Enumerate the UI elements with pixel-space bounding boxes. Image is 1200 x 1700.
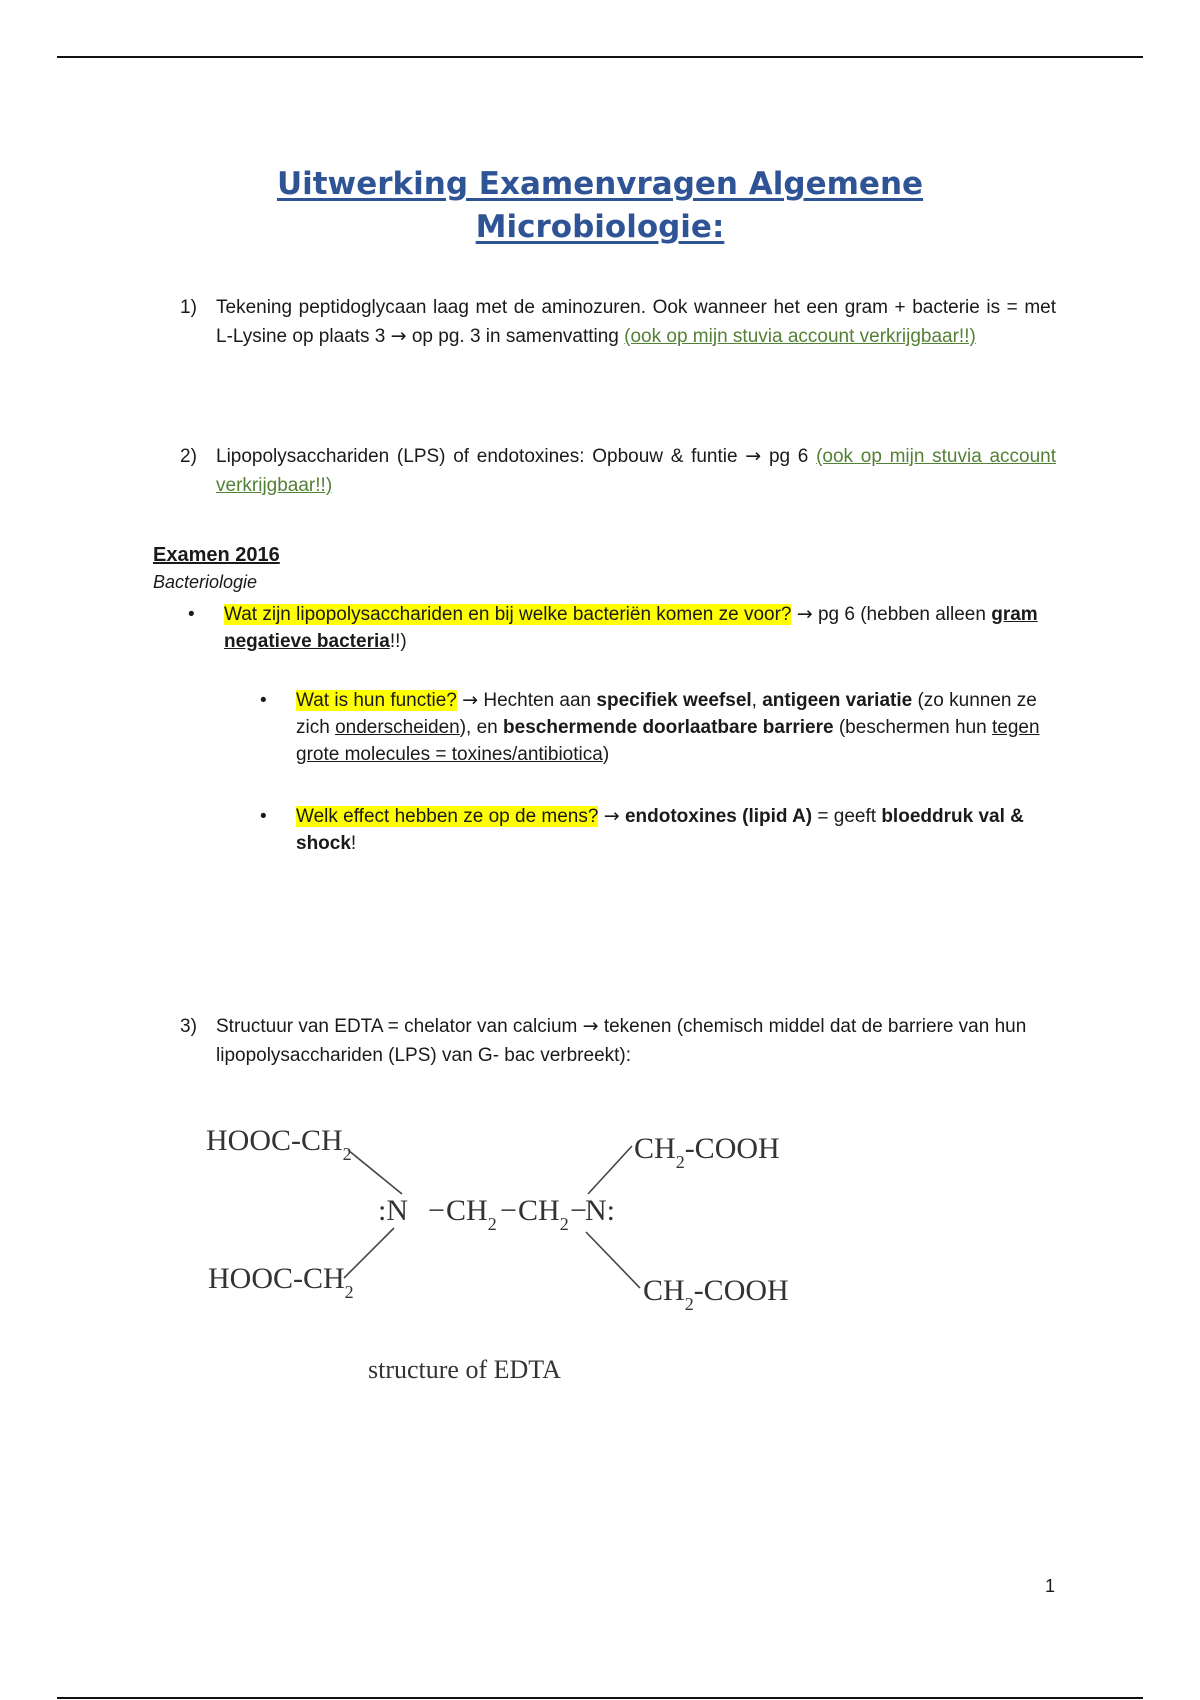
bond-line: [588, 1146, 632, 1194]
arrow-right-icon: →: [796, 603, 813, 625]
edta-dash: −: [500, 1194, 517, 1227]
title-line-1: Uitwerking Examenvragen Algemene: [276, 166, 924, 202]
edta-n-left: :N: [378, 1194, 408, 1227]
page-number: 1: [1045, 1576, 1056, 1596]
question-3: [180, 1012, 1056, 1072]
arrow-right-icon: →: [745, 445, 762, 467]
arrow-right-icon: →: [582, 1015, 599, 1037]
bullet-text: [296, 687, 1069, 768]
document-title: [0, 163, 1200, 249]
bullet-2-underline: tegen grote molecules = toxines/antibiotica: [296, 717, 1040, 765]
edta-dash: −: [428, 1194, 445, 1227]
exam-heading: Examen 2016: [153, 544, 280, 566]
bullet-icon: •: [260, 806, 267, 827]
bullet-3-text: = geeft: [817, 806, 877, 827]
arrow-right-icon: →: [390, 325, 407, 347]
question-1: [180, 293, 1056, 383]
header-rule: [57, 56, 1143, 58]
edta-dash: −: [570, 1194, 587, 1227]
bullet-1-end: !!): [389, 631, 407, 652]
bullet-2-bold: antigeen variatie: [762, 690, 913, 711]
edta-n-right: N:: [585, 1194, 615, 1227]
question-number: 1): [180, 297, 197, 318]
highlighted-question: Wat is hun functie?: [296, 690, 457, 711]
question-2-text-2: pg 6: [768, 446, 809, 467]
arrow-right-icon: →: [603, 805, 620, 827]
edta-hooc-top: HOOC-$CH_2$: [206, 1124, 352, 1164]
bullet-2-text: Hechten aan: [483, 690, 592, 711]
bullet-icon: •: [260, 690, 267, 711]
bullet-2-bold: specifiek weefsel: [596, 690, 752, 711]
edta-caption: structure of EDTA: [368, 1355, 561, 1384]
bullet-2: [260, 687, 1068, 771]
bullet-1-bold: gram negatieve bacteria: [224, 604, 1038, 652]
question-text: [216, 442, 1056, 500]
question-3-text-2: tekenen (chemisch middel dat de barriere van hun lipopolysacchariden (LPS) van G- bac verbreekt):: [216, 1016, 1027, 1066]
question-number: 2): [180, 446, 197, 467]
question-number: 3): [180, 1016, 197, 1037]
edta-ch2-bridge-1: $CH_2$: [446, 1194, 497, 1234]
bullet-text: [296, 803, 1069, 857]
bullet-2-text: ), en: [459, 717, 498, 738]
bullet-1: [188, 601, 1068, 657]
bullet-2-text: ,: [751, 690, 757, 711]
edta-structure-figure: [200, 1120, 820, 1400]
bullet-text: [224, 601, 1069, 655]
title-line-2: Microbiologie:: [475, 209, 725, 245]
question-1-text: Tekening peptidoglycaan laag met de aminozuren. Ook wanneer het een gram + bacterie is = met L-Lysine op plaats 3: [216, 297, 1056, 347]
bullet-3-text: !: [350, 833, 357, 854]
footer-rule: [57, 1697, 1143, 1699]
stuvia-link[interactable]: (ook op mijn stuvia account verkrijgbaar!!): [624, 326, 976, 347]
stuvia-link[interactable]: (ook op mijn stuvia account verkrijgbaar!!): [216, 446, 1057, 496]
bullet-icon: •: [188, 604, 195, 625]
edta-ch2cooh-top: $CH_2$-COOH: [634, 1132, 780, 1172]
question-2-text: Lipopolysacchariden (LPS) of endotoxines: Opbouw & funtie: [216, 446, 738, 467]
edta-hooc-bottom: HOOC-$CH_2$: [208, 1262, 354, 1302]
bullet-2-bold: beschermende doorlaatbare barriere: [503, 717, 834, 738]
question-1-text-2: op pg. 3 in samenvatting: [411, 326, 619, 347]
question-2: [180, 442, 1056, 502]
bullet-3: [260, 803, 1068, 859]
edta-ch2-bridge-2: $CH_2$: [518, 1194, 569, 1234]
bullet-2-text: (beschermen hun: [838, 717, 987, 738]
bullet-3-bold: endotoxines (lipid A): [624, 806, 813, 827]
highlighted-question: Wat zijn lipopolysacchariden en bij welke bacteriën komen ze voor?: [224, 604, 792, 625]
highlighted-question: Welk effect hebben ze op de mens?: [296, 806, 599, 827]
question-text: [216, 293, 1056, 351]
bullet-3-bold: bloeddruk val: [881, 806, 1005, 827]
question-3-text: Structuur van EDTA = chelator van calcium: [216, 1016, 578, 1037]
bullet-3-bold: & shock: [296, 806, 1024, 854]
bond-line: [348, 1150, 402, 1194]
bullet-2-underline: onderscheiden: [335, 717, 460, 738]
arrow-right-icon: →: [462, 689, 479, 711]
bond-line: [586, 1232, 640, 1288]
bullet-2-text: ): [602, 744, 610, 765]
bullet-1-text: pg 6 (hebben alleen: [817, 604, 986, 625]
edta-ch2cooh-bottom: $CH_2$-COOH: [643, 1274, 789, 1314]
bullet-2-text: (zo kunnen ze zich: [296, 690, 1037, 738]
question-text: [216, 1012, 1056, 1070]
exam-subheading: Bacteriologie: [153, 572, 258, 592]
bond-line: [344, 1228, 394, 1278]
